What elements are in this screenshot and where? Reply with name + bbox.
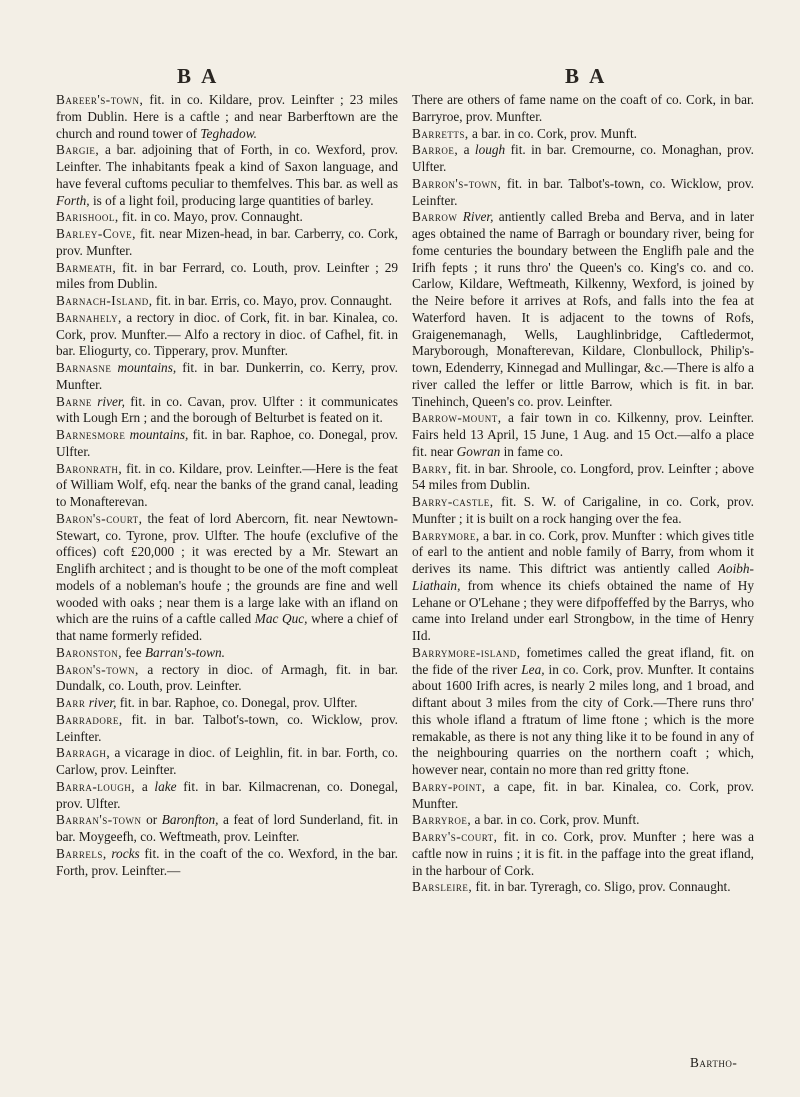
entry-text: in fame co. [500,443,564,459]
gazetteer-entry [56,812,398,846]
gazetteer-entry [412,176,754,210]
right-column [412,92,754,896]
gazetteer-entry [56,226,398,260]
catchword: Bartho- [690,1055,738,1070]
entry-text: a [135,778,155,794]
entry-italic: Gowran [456,443,501,459]
gazetteer-entry [56,209,398,226]
entry-headword: Barretts, [412,125,469,141]
gazetteer-entry [56,846,398,880]
entry-headword: Barragh, [56,745,111,761]
entry-headword: Barran's-town [56,812,142,828]
entry-text: fit. in bar. Talbot's-town, co. Wicklow, prov. Leinfter. [56,711,398,744]
entry-text: fit. in co. Cork, prov. Munfter ; here was a caftle now in ruins ; it is fit. in the paffage into the great ifland, in the harbour of Cork. [412,829,754,878]
entry-headword: Bareer's-town, [56,92,144,107]
entry-italic: mountains, [117,360,177,375]
gazetteer-entry [56,695,398,712]
gazetteer-entry [56,427,398,461]
entry-text: fit. in co. Kildare, prov. Leinfter ; 23 miles from Dublin. Here is a caftle ; and near Barberftown are the church and round tower of [56,92,398,141]
entry-headword: Barroe, [412,142,459,158]
entry-headword: Barley-Cove, [56,226,136,241]
entry-text: from whence its chiefs obtained the name of Hy Lehane or O'Lehane ; they were difpoffeffed by the Barrys, who came into Ireland under earl Strongbow, in the time of Henry IId. [412,577,754,643]
gazetteer-entry [56,662,398,696]
entry-text: fit. in bar. Dunkerrin, co. Kerry, prov. Munfter. [56,360,398,392]
entry-text: a bar. in co. Cork, prov. Munft. [471,812,640,828]
entry-text: or [141,812,162,828]
entry-text: fit. in bar. Raphoe, co. Donegal, prov. Ulfter. [116,695,358,710]
header-right: B A [565,64,608,88]
entry-text: fit. in co. Kildare, prov. Leinfter.—Here is the feat of William Wolf, efq. near the banks of the grand canal, leading to Monafterevan. [56,460,398,509]
entry-headword: Barnach-Island, [56,293,153,308]
gazetteer-entry [56,310,398,360]
header-left: B A [177,64,220,88]
entry-headword: Barrow [412,209,458,225]
entry-text: fit. S. W. of Carigaline, in co. Cork, prov. Munfter ; it is built on a rock hanging over the fea. [412,494,754,526]
entry-headword: Barry's-court, [412,829,498,844]
gazetteer-entry [56,712,398,746]
gazetteer-entry [56,360,398,394]
entry-headword: Barry-point, [412,778,486,794]
entry-text: a rectory in dioc. of Cork, fit. in bar. Kinalea, co. Cork, prov. Munfter.— Alfo a rectory in dioc. of Cafhel, fit. in bar. Eliogurty, co. Tipperary, prov. Munfter. [56,309,398,359]
gazetteer-entry [56,142,398,209]
entry-italic: Lea, [521,661,545,677]
entry-text: the feat of lord Abercorn, fit. near Newtown-Stewart, co. Tyrone, prov. Ulfter. The houfe (exclufive of the offices) coft £20,000 ; it was erected by a Mr. Stewart an Englifh architect ; and is thought to be one of the moft compleat models of a nobleman's houfe ; the grounds are fine and well wooded with oaks ; near them is a large lake with an ifland on which are the ruins of a caftle called [56,510,398,627]
entry-text: fit. in bar Ferrard, co. Louth, prov. Leinfter ; 29 miles from Dublin. [56,259,398,292]
entry-headword: Barne [56,393,92,409]
gazetteer-entry [56,394,398,428]
entry-text: a fair town in co. Kilkenny, prov. Leinfter. Fairs held 13 April, 15 June, 1 Aug. and 15 Oct.—alfo a place fit. near [412,410,754,459]
gazetteer-entry [412,142,754,176]
entry-headword: Barnesmore [56,427,126,442]
gazetteer-entry [412,126,754,143]
entry-text: fit. in bar. Cremourne, co. Monaghan, prov. Ulfter. [412,142,754,174]
gazetteer-entry [412,209,754,410]
entry-text: fit. in co. Mayo, prov. Connaught. [118,209,303,225]
entry-text: is of a light foil, producing large quantities of barley. [89,192,374,208]
entry-text: a [458,142,475,158]
entry-headword: Baronston, [56,644,123,660]
gazetteer-entry [56,745,398,779]
entry-italic: river, [97,393,125,409]
entry-text: a cape, fit. in bar. Kinalea, co. Cork, prov. Munfter. [412,778,754,811]
entry-text: where a chief of that name formerly refided. [56,611,398,643]
gazetteer-entry [412,410,754,460]
entry-text: in co. Cork, prov. Munfter. It contains about 1600 Irifh acres, is nearly 2 miles long, and 1 broad, and diftant about 3 miles from the city of Cork.—There runs thro' this whole ifland a ftratum of lime ftone ; which is the more remakable, as there is not any thing like it to be found in any of the neighbouring quarries on the northern coaft ; which, however near, contain no more than red gritty ftone. [412,661,754,777]
entry-headword: Barryroe, [412,812,472,828]
entry-italic: lough [474,142,506,158]
entry-headword: Barrels, [56,845,107,861]
gazetteer-entry [412,528,754,645]
entry-headword: Baronrath, [56,460,123,476]
entry-italic: river, [88,695,117,710]
gazetteer-entry [412,92,754,126]
gazetteer-entry [56,779,398,813]
entry-headword: Barry, [412,460,452,476]
entry-headword: Barron's-town, [412,175,502,191]
entry-text: a bar. in co. Cork, prov. Munfter : which gives title of earl to the antient and noble family of Barry, from whom it derives its name. This diftrict was antiently called [412,527,754,576]
gazetteer-entry [412,879,754,896]
entry-headword: Bargie, [56,142,100,158]
gazetteer-entry [56,260,398,294]
gazetteer-entry [56,511,398,645]
entry-headword: Barra-lough, [56,778,136,794]
entry-text: There are others of fame name on the coaft of co. Cork, in bar. Barryroe, prov. Munfter. [412,92,754,124]
gazetteer-entry [56,92,398,142]
gazetteer-entry [412,645,754,779]
entry-text: fometimes called the great ifland, fit. on the fide of the river [412,644,754,677]
entry-italic: Mac Quc, [254,611,308,627]
entry-headword: Barnahely, [56,309,122,325]
entry-text: fit. in bar. Shroole, co. Longford, prov. Leinfter ; above 54 miles from Dublin. [412,460,754,493]
entry-text: fit. near Mizen-head, in bar. Carberry, co. Cork, prov. Munfter. [56,226,398,258]
entry-italic: mountains, [129,427,189,442]
entry-text: fee [122,644,145,660]
left-column [56,92,398,879]
entry-italic: rocks [111,845,140,861]
gazetteer-entry [412,494,754,528]
entry-italic: Baronfton, [161,812,219,828]
entry-headword: Barrymore, [412,527,480,543]
entry-text: a bar. in co. Cork, prov. Munft. [468,125,637,141]
gazetteer-entry [56,461,398,511]
entry-italic: lake [154,778,177,794]
entry-italic: River, [462,209,494,225]
entry-italic: Barran's-town. [144,644,225,660]
entry-headword: Baron's-court, [56,510,143,526]
entry-headword: Barry-castle, [412,494,494,509]
gazetteer-entry [56,293,398,310]
entry-headword: Barrymore-island, [412,644,521,660]
entry-italic: Aoibh-Liathain, [412,561,754,593]
entry-headword: Barmeath, [56,259,117,275]
gazetteer-entry [412,829,754,879]
entry-text: fit. in bar. Kilmacrenan, co. Donegal, prov. Ulfter. [56,778,398,811]
entry-italic: Forth, [56,192,90,208]
entry-text: fit. in bar. Talbot's-town, co. Wicklow, prov. Leinfter. [412,175,754,208]
entry-headword: Barsleire, [412,879,473,895]
gazetteer-entry [56,645,398,662]
entry-text: a feat of lord Sunderland, fit. in bar. Moygeefh, co. Weftmeath, prov. Leinfter. [56,812,398,844]
entry-text: fit. in the coaft of the co. Wexford, in the bar. Forth, prov. Leinfter.— [56,845,398,878]
entry-text: fit. in bar. Tyreragh, co. Sligo, prov. Connaught. [472,879,731,895]
gazetteer-entry [412,779,754,813]
entry-italic: Teghadow. [200,125,257,141]
entry-text: fit. in co. Cavan, prov. Ulfter : it communicates with Lough Ern ; and the borough of Belturbet is feated on it. [56,393,399,426]
entry-headword: Baron's-town, [56,661,139,677]
entry-headword: Barishool, [56,209,119,225]
entry-text: fit. in bar. Erris, co. Mayo, prov. Connaught. [152,293,393,308]
entry-headword: Barradore, [56,711,123,727]
entry-text: a vicarage in dioc. of Leighlin, fit. in bar. Forth, co. Carlow, prov. Leinfter. [56,745,398,777]
entry-text: fit. in bar. Raphoe, co. Donegal, prov. Ulfter. [56,427,399,459]
running-header [0,64,800,88]
entry-headword: Barnasne [56,360,112,375]
gazetteer-entry [412,812,754,829]
gazetteer-entry [412,461,754,495]
entry-headword: Barr [56,695,86,710]
entry-headword: Barrow-mount, [412,410,502,426]
entry-text: a bar. adjoining that of Forth, in co. Wexford, prov. Leinfter. The inhabitants fpeak a kind of Saxon language, and have feveral cuftoms peculiar to themfelves. This bar. as well as [56,142,398,191]
entry-text: a rectory in dioc. of Armagh, fit. in bar. Dundalk, co. Louth, prov. Leinfter. [56,661,398,694]
entry-text: antiently called Breba and Berva, and in later ages obtained the name of Barragh or boundary river, being for fome centuries the boundary between the Englifh pale and the Irifh fepts ; it runs thro' the Queen's co. King's co. and co. Carlow, Kildare, Weftmeath, Kilkenny, Wexford, is joined by the Neire before it arrives at Rofs, and falls into the fea at Waterford haven. It is adjacent to the towns of Rofs, Graigenemanagh, Wells, Laughlinbridge, Caftledermot, Maryborough, Monafterevan, Kildare, Clonbullock, Philip's-town, Edenderry, Kinnegad and Mullingar, &c.—There is alfo a river called the leffer or little Barrow, which is fit. in bar. Tinehinch, Queen's co. prov. Leinfter. [412,209,754,409]
